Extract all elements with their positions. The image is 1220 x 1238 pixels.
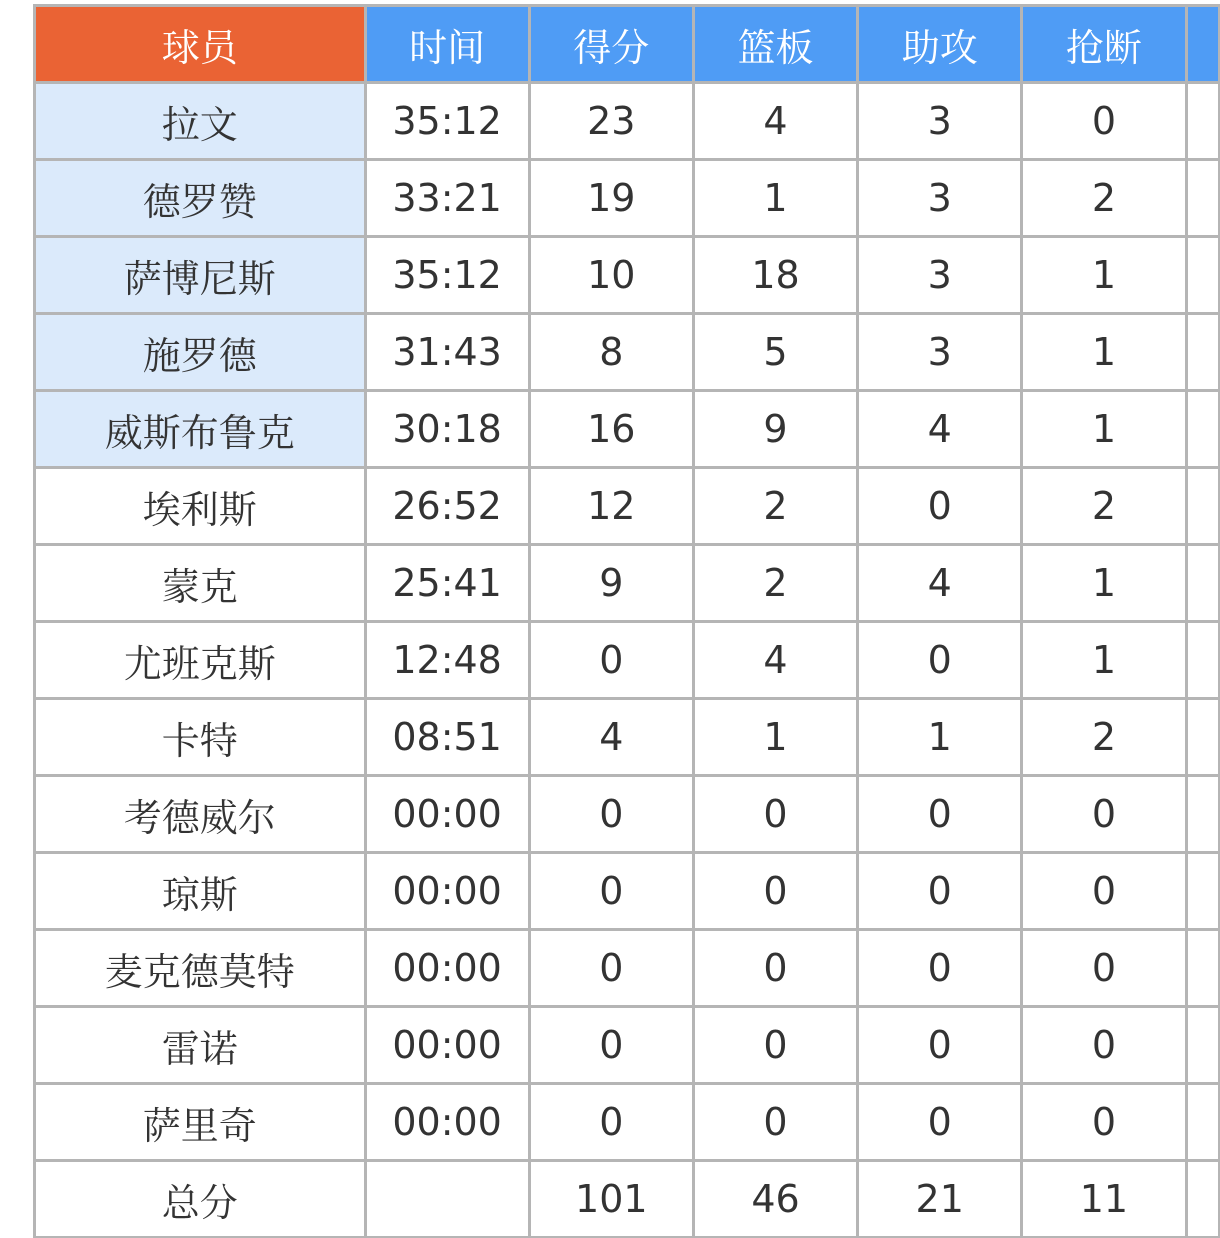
steals-cell: 1 xyxy=(1022,314,1186,391)
time-cell: 08:51 xyxy=(365,699,529,776)
time-cell: 33:21 xyxy=(365,160,529,237)
steals-cell: 0 xyxy=(1022,83,1186,160)
steals-cell: 1 xyxy=(1022,237,1186,314)
assists-cell: 3 xyxy=(858,160,1022,237)
table-row xyxy=(35,391,1220,468)
time-cell: 00:00 xyxy=(365,776,529,853)
player-name-cell: 埃利斯 xyxy=(35,468,366,545)
table-row xyxy=(35,622,1220,699)
time-cell: 31:43 xyxy=(365,314,529,391)
assists-cell: 0 xyxy=(858,853,1022,930)
player-name-cell: 麦克德莫特 xyxy=(35,930,366,1007)
rebounds-cell: 0 xyxy=(693,1007,857,1084)
steals-cell: 1 xyxy=(1022,622,1186,699)
header-extra-cell xyxy=(1186,6,1219,83)
table-row xyxy=(35,776,1220,853)
assists-cell: 0 xyxy=(858,1007,1022,1084)
player-name-cell: 拉文 xyxy=(35,83,366,160)
player-name-cell: 考德威尔 xyxy=(35,776,366,853)
extra-cell xyxy=(1186,1161,1219,1238)
steals-cell: 0 xyxy=(1022,1007,1186,1084)
extra-cell xyxy=(1186,468,1219,545)
player-name-cell: 萨博尼斯 xyxy=(35,237,366,314)
points-cell: 0 xyxy=(529,930,693,1007)
extra-cell xyxy=(1186,237,1219,314)
table-row xyxy=(35,853,1220,930)
points-cell: 0 xyxy=(529,776,693,853)
player-name-cell: 萨里奇 xyxy=(35,1084,366,1161)
extra-cell xyxy=(1186,776,1219,853)
assists-cell: 0 xyxy=(858,622,1022,699)
points-cell: 9 xyxy=(529,545,693,622)
table-row xyxy=(35,1007,1220,1084)
steals-cell: 2 xyxy=(1022,699,1186,776)
header-player: 球员 xyxy=(35,6,366,83)
time-cell: 00:00 xyxy=(365,930,529,1007)
rebounds-cell: 9 xyxy=(693,391,857,468)
points-cell: 0 xyxy=(529,853,693,930)
steals-cell: 0 xyxy=(1022,930,1186,1007)
rebounds-cell: 18 xyxy=(693,237,857,314)
time-cell: 25:41 xyxy=(365,545,529,622)
table-row xyxy=(35,468,1220,545)
time-cell: 30:18 xyxy=(365,391,529,468)
extra-cell xyxy=(1186,930,1219,1007)
total-label-cell: 总分 xyxy=(35,1161,366,1238)
assists-cell: 4 xyxy=(858,391,1022,468)
points-cell: 10 xyxy=(529,237,693,314)
total-rebounds-cell: 46 xyxy=(693,1161,857,1238)
table-row xyxy=(35,83,1220,160)
player-name-cell: 尤班克斯 xyxy=(35,622,366,699)
steals-cell: 2 xyxy=(1022,160,1186,237)
assists-cell: 0 xyxy=(858,930,1022,1007)
points-cell: 8 xyxy=(529,314,693,391)
player-name-cell: 蒙克 xyxy=(35,545,366,622)
extra-cell xyxy=(1186,83,1219,160)
rebounds-cell: 0 xyxy=(693,930,857,1007)
rebounds-cell: 1 xyxy=(693,699,857,776)
extra-cell xyxy=(1186,314,1219,391)
steals-cell: 1 xyxy=(1022,391,1186,468)
player-name-cell: 卡特 xyxy=(35,699,366,776)
table-row xyxy=(35,930,1220,1007)
total-time-cell xyxy=(365,1161,529,1238)
table-row xyxy=(35,237,1220,314)
total-points-cell: 101 xyxy=(529,1161,693,1238)
table-row xyxy=(35,699,1220,776)
rebounds-cell: 0 xyxy=(693,1084,857,1161)
table-row xyxy=(35,160,1220,237)
extra-cell xyxy=(1186,160,1219,237)
points-cell: 16 xyxy=(529,391,693,468)
points-cell: 0 xyxy=(529,1084,693,1161)
assists-cell: 1 xyxy=(858,699,1022,776)
header-assists: 助攻 xyxy=(858,6,1022,83)
rebounds-cell: 5 xyxy=(693,314,857,391)
rebounds-cell: 1 xyxy=(693,160,857,237)
header-time: 时间 xyxy=(365,6,529,83)
time-cell: 35:12 xyxy=(365,83,529,160)
extra-cell xyxy=(1186,545,1219,622)
header-steals: 抢断 xyxy=(1022,6,1186,83)
header-points: 得分 xyxy=(529,6,693,83)
points-cell: 4 xyxy=(529,699,693,776)
table-row xyxy=(35,1084,1220,1161)
time-cell: 00:00 xyxy=(365,853,529,930)
assists-cell: 0 xyxy=(858,776,1022,853)
assists-cell: 3 xyxy=(858,83,1022,160)
player-name-cell: 德罗赞 xyxy=(35,160,366,237)
player-stats-table xyxy=(33,4,1220,1238)
extra-cell xyxy=(1186,853,1219,930)
steals-cell: 1 xyxy=(1022,545,1186,622)
extra-cell xyxy=(1186,391,1219,468)
rebounds-cell: 4 xyxy=(693,83,857,160)
steals-cell: 0 xyxy=(1022,853,1186,930)
assists-cell: 0 xyxy=(858,468,1022,545)
time-cell: 00:00 xyxy=(365,1084,529,1161)
total-row xyxy=(35,1161,1220,1238)
time-cell: 00:00 xyxy=(365,1007,529,1084)
time-cell: 26:52 xyxy=(365,468,529,545)
points-cell: 23 xyxy=(529,83,693,160)
points-cell: 0 xyxy=(529,622,693,699)
assists-cell: 0 xyxy=(858,1084,1022,1161)
steals-cell: 2 xyxy=(1022,468,1186,545)
assists-cell: 3 xyxy=(858,314,1022,391)
header-row xyxy=(35,6,1220,83)
steals-cell: 0 xyxy=(1022,776,1186,853)
extra-cell xyxy=(1186,1084,1219,1161)
player-name-cell: 施罗德 xyxy=(35,314,366,391)
rebounds-cell: 4 xyxy=(693,622,857,699)
extra-cell xyxy=(1186,622,1219,699)
extra-cell xyxy=(1186,699,1219,776)
points-cell: 19 xyxy=(529,160,693,237)
assists-cell: 3 xyxy=(858,237,1022,314)
player-name-cell: 威斯布鲁克 xyxy=(35,391,366,468)
extra-cell xyxy=(1186,1007,1219,1084)
steals-cell: 0 xyxy=(1022,1084,1186,1161)
player-name-cell: 琼斯 xyxy=(35,853,366,930)
assists-cell: 4 xyxy=(858,545,1022,622)
time-cell: 35:12 xyxy=(365,237,529,314)
rebounds-cell: 0 xyxy=(693,853,857,930)
points-cell: 0 xyxy=(529,1007,693,1084)
time-cell: 12:48 xyxy=(365,622,529,699)
rebounds-cell: 0 xyxy=(693,776,857,853)
points-cell: 12 xyxy=(529,468,693,545)
rebounds-cell: 2 xyxy=(693,545,857,622)
total-assists-cell: 21 xyxy=(858,1161,1022,1238)
player-name-cell: 雷诺 xyxy=(35,1007,366,1084)
rebounds-cell: 2 xyxy=(693,468,857,545)
total-steals-cell: 11 xyxy=(1022,1161,1186,1238)
table-row xyxy=(35,314,1220,391)
table-row xyxy=(35,545,1220,622)
header-rebounds: 篮板 xyxy=(693,6,857,83)
